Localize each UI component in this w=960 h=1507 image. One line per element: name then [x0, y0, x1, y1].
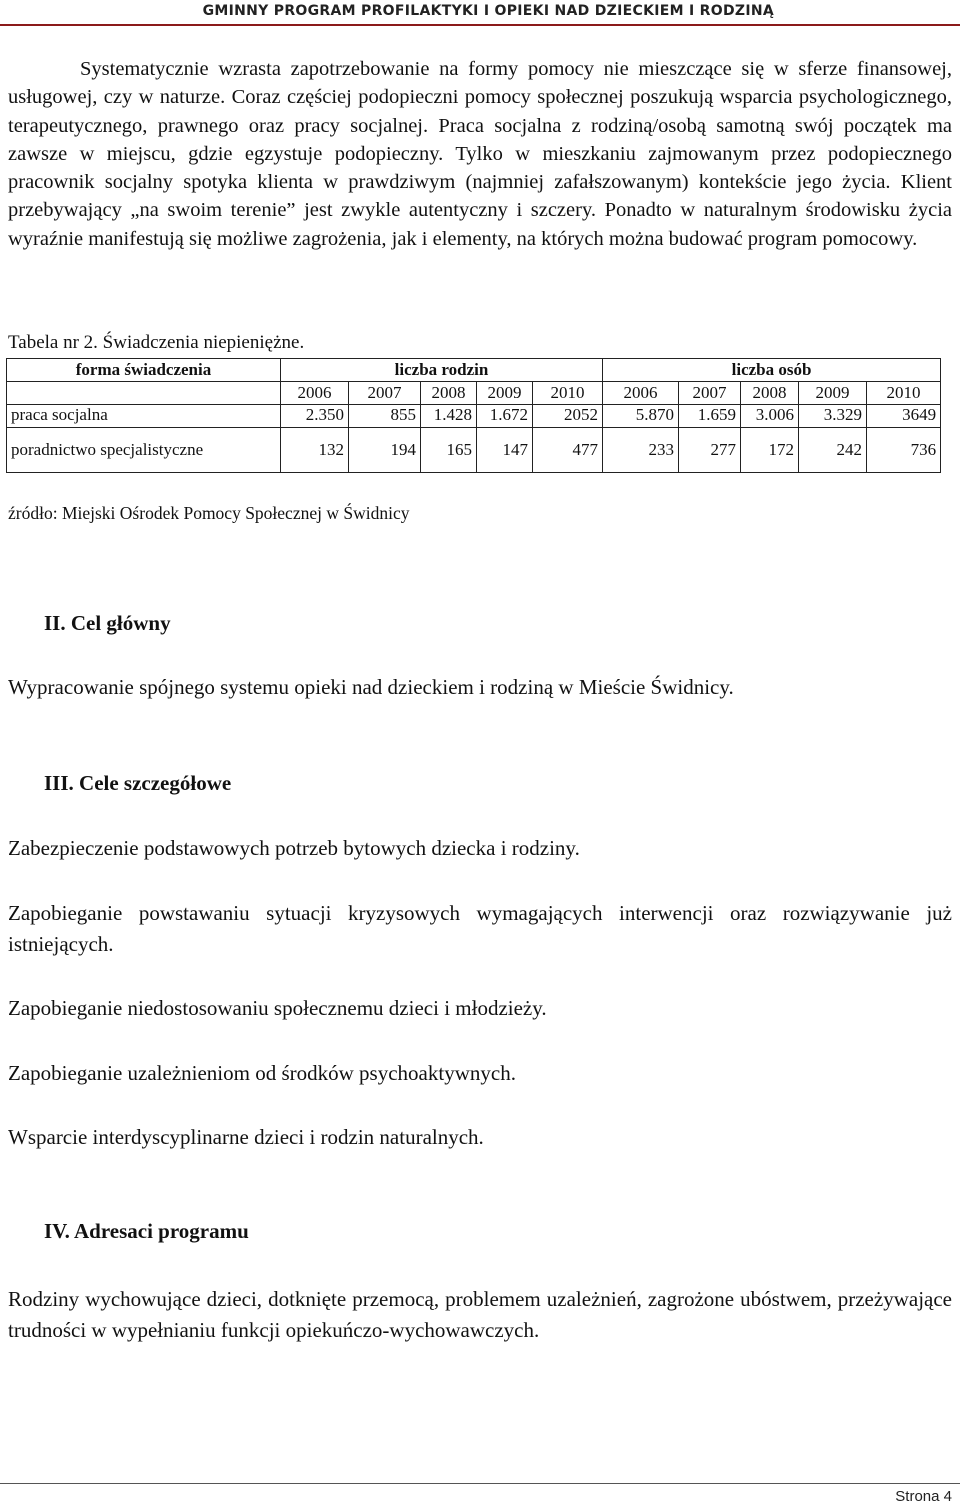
section-heading-2 — [44, 611, 171, 636]
year-cell: 2006 — [603, 382, 679, 405]
table-cell: 277 — [679, 428, 741, 473]
goal-item: Zapobieganie powstawaniu sytuacji kryzysowych wymagających interwencji oraz rozwiązywanie już istniejących. — [8, 901, 952, 956]
table-cell: 736 — [867, 428, 941, 473]
intro-text: Systematycznie wzrasta zapotrzebowanie na formy pomocy nie mieszczące się w sferze finansowej, usługowej, czy w naturze. Coraz częściej podopieczni pomocy społecznej poszukują wsparcia psychologicznego, terapeutycznego, prawnego oraz pracy socjalnej. Praca socjalna z rodziną/osobą samotną swój początek ma zawsze w miejscu, gdzie egzystuje podopieczny. Tylko w mieszkaniu zajmowanym przez podopiecznego pracownik socjalny spotyka klienta w prawdziwym (najmniej zafałszowanym) kontekście jego życia. Klient przebywający „na swoim terenie” jest zwykle autentyczny i szczery. Ponadto w naturalnym środowisku życia wyraźnie manifestują się możliwe zagrożenia, jak i elementy, na których można budować program pomocowy. — [8, 58, 952, 250]
table-cell: 3.006 — [741, 405, 799, 428]
table-header-row — [7, 359, 941, 382]
table-cell: 165 — [421, 428, 477, 473]
running-header: GMINNY PROGRAM PROFILAKTYKI I OPIEKI NAD DZIECKIEM I RODZINĄ — [0, 0, 960, 26]
year-cell: 2008 — [421, 382, 477, 405]
section-numeral: III. — [44, 771, 74, 795]
page-number: Strona 4 — [895, 1488, 952, 1505]
table-cell: 2052 — [533, 405, 603, 428]
year-cell: 2006 — [281, 382, 349, 405]
section-title: Cele szczegółowe — [79, 771, 232, 795]
recipients-text: Rodziny wychowujące dzieci, dotknięte przemocą, problemem uzależnień, zagrożone ubóstwem, przeżywające trudności w wypełnianiu funkcji opiekuńczo-wychowawczych. — [8, 1287, 952, 1342]
table-caption: Tabela nr 2. Świadczenia niepieniężne. — [8, 332, 305, 353]
table-cell: 3.329 — [799, 405, 867, 428]
table-cell: 132 — [281, 428, 349, 473]
table-years-row — [7, 382, 941, 405]
table-cell: 3649 — [867, 405, 941, 428]
year-cell: 2008 — [741, 382, 799, 405]
group-persons-header: liczba osób — [603, 359, 941, 382]
table-cell: 477 — [533, 428, 603, 473]
year-cell: 2007 — [349, 382, 421, 405]
year-cell: 2009 — [477, 382, 533, 405]
year-cell: 2010 — [533, 382, 603, 405]
table-cell: 147 — [477, 428, 533, 473]
table-cell: 1.672 — [477, 405, 533, 428]
row-label: praca socjalna — [7, 405, 281, 428]
year-cell: 2010 — [867, 382, 941, 405]
goal-item: Zabezpieczenie podstawowych potrzeb bytowych dziecka i rodziny. — [8, 836, 580, 860]
section-title: Adresaci programu — [73, 1219, 249, 1243]
group-families-header: liczba rodzin — [281, 359, 603, 382]
table-cell: 1.428 — [421, 405, 477, 428]
goal-item: Wsparcie interdyscyplinarne dzieci i rodzin naturalnych. — [8, 1125, 484, 1149]
col-form-header: forma świadczenia — [7, 359, 281, 382]
intro-paragraph — [8, 55, 952, 253]
goal-item: Zapobieganie uzależnieniom od środków psychoaktywnych. — [8, 1061, 516, 1085]
section-heading-3 — [44, 771, 231, 796]
table-cell: 855 — [349, 405, 421, 428]
table-cell: 1.659 — [679, 405, 741, 428]
table-row — [7, 405, 941, 428]
table-cell: 242 — [799, 428, 867, 473]
footer-rule — [0, 1483, 960, 1484]
table-cell: 233 — [603, 428, 679, 473]
table-cell: 2.350 — [281, 405, 349, 428]
year-cell: 2009 — [799, 382, 867, 405]
goal-item: Zapobieganie niedostosowaniu społecznemu dzieci i młodzieży. — [8, 996, 547, 1020]
benefits-table — [6, 358, 941, 473]
table-source: źródło: Miejski Ośrodek Pomocy Społecznej w Świdnicy — [8, 503, 410, 523]
table-cell: 5.870 — [603, 405, 679, 428]
section-numeral: IV. — [44, 1219, 70, 1243]
section-title: Cel główny — [70, 611, 171, 635]
year-cell: 2007 — [679, 382, 741, 405]
table-cell: 172 — [741, 428, 799, 473]
section-heading-4 — [44, 1219, 249, 1244]
section-numeral: II. — [44, 611, 66, 635]
table-row — [7, 428, 941, 473]
row-label: poradnictwo specjalistyczne — [7, 428, 281, 473]
table-cell: 194 — [349, 428, 421, 473]
main-goal-text: Wypracowanie spójnego systemu opieki nad dzieckiem i rodziną w Mieście Świdnicy. — [8, 675, 734, 699]
